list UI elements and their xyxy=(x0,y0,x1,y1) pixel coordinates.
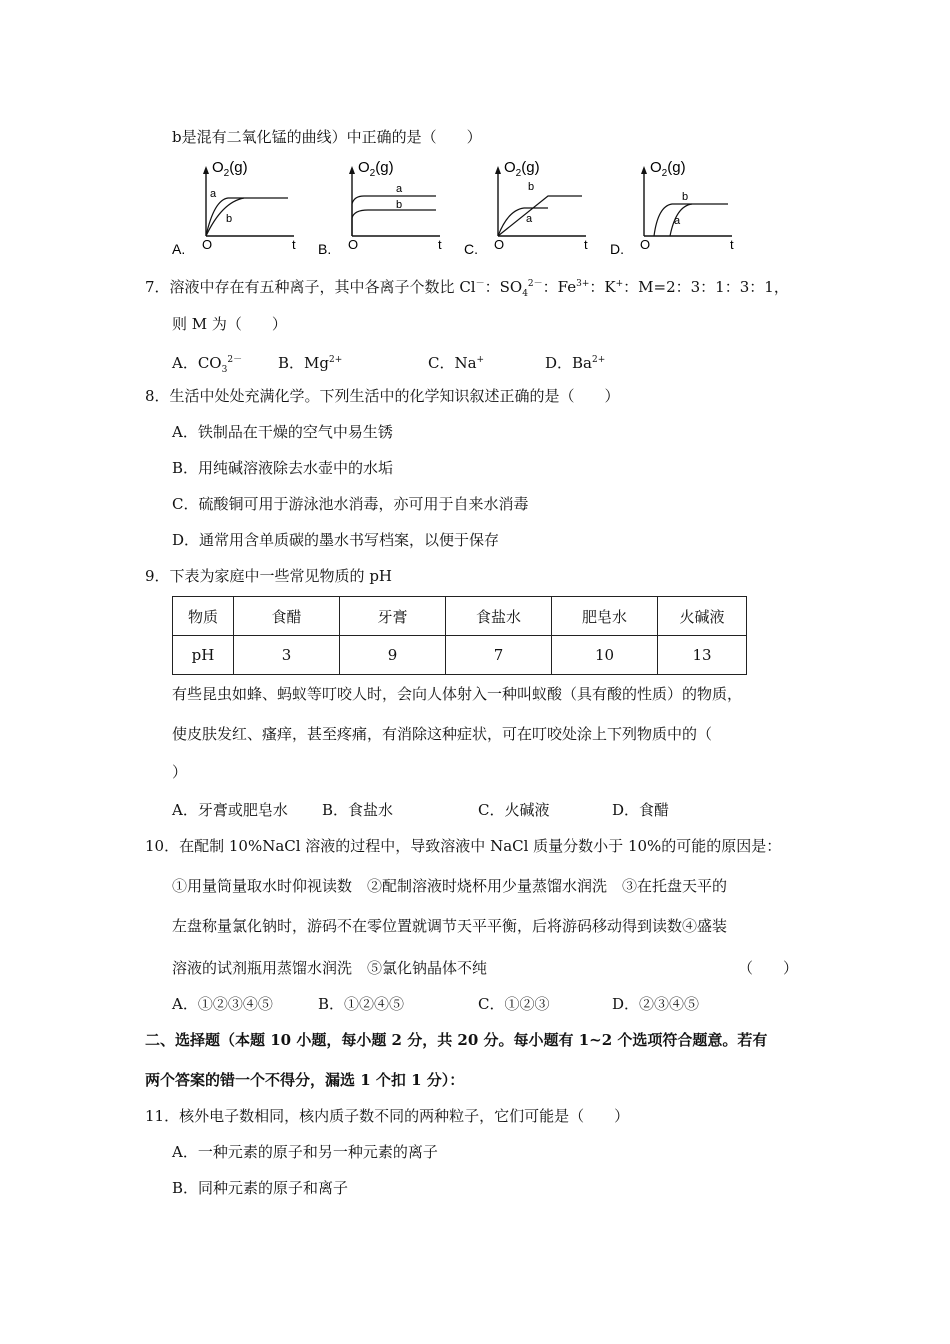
q6-graph-b xyxy=(318,150,458,258)
q7-option-d: D．$Ba^{2+}$ xyxy=(545,354,606,372)
q8-option-a: A．铁制品在干燥的空气中易生锈 xyxy=(172,423,393,441)
graph-option-label: A. xyxy=(172,241,186,257)
graph-c-svg xyxy=(464,150,604,258)
curve-a-label: a xyxy=(526,213,533,225)
q10-option-c: C．①②③ xyxy=(478,995,550,1013)
section-2-heading-2: 两个答案的错一个不得分，漏选 1 个扣 1 分）： xyxy=(145,1071,465,1089)
q8-option-d: D．通常用含单质碳的墨水书写档案，以便于保存 xyxy=(172,531,500,549)
q7-stem: 7．溶液中存在有五种离子，其中各离子个数比 Cl－：$SO_4^{2-}$：$Fe^{3+}$：K+：M=2：3：1：3：1， xyxy=(145,278,789,299)
graph-b-svg xyxy=(318,150,458,258)
axis-x-label: t xyxy=(438,237,442,252)
graph-a-svg xyxy=(172,150,312,258)
origin-label: O xyxy=(348,237,359,252)
q10-text-2: 左盘称量氯化钠时，游码不在零位置就调节天平平衡，后将游码移动得到读数④盛装 xyxy=(172,917,728,935)
q11-stem: 11．核外电子数相同，核内质子数不同的两种粒子，它们可能是（ ） xyxy=(145,1107,630,1125)
axis-y-label: $O_2(g)$ xyxy=(212,159,248,179)
q8-option-c: C．硫酸铜可用于游泳池水消毒，亦可用于自来水消毒 xyxy=(172,495,529,513)
origin-label: O xyxy=(202,237,213,252)
curve-b-label: b xyxy=(396,199,403,211)
table-cell: 火碱液 xyxy=(658,597,747,636)
q6-graph-c xyxy=(464,150,604,258)
axis-x-label: t xyxy=(292,237,296,252)
q9-text-1: 有些昆虫如蜂、蚂蚁等叮咬人时，会向人体射入一种叫蚁酸（具有酸的性质）的物质， xyxy=(172,685,743,703)
curve-b-label: b xyxy=(682,191,689,203)
table-cell: 物质 xyxy=(173,597,234,636)
curve-b xyxy=(352,210,436,236)
q10-option-d: D．②③④⑤ xyxy=(612,995,700,1013)
q7-option-c: C．Na+ xyxy=(428,354,485,372)
table-cell: 3 xyxy=(234,636,340,675)
origin-label: O xyxy=(494,237,505,252)
curve-a-label: a xyxy=(210,188,217,200)
curve-b-label: b xyxy=(528,181,535,193)
q7-option-a: A．$CO_3^{2-}$ xyxy=(172,354,243,375)
q9-option-a: A．牙膏或肥皂水 xyxy=(172,801,288,819)
axis-y-label: $O_2(g)$ xyxy=(650,159,686,179)
table-cell: 7 xyxy=(446,636,552,675)
axis-y-label: $O_2(g)$ xyxy=(358,159,394,179)
graph-option-label: D. xyxy=(610,241,624,257)
axis-y-label: $O_2(g)$ xyxy=(504,159,540,179)
axis-x-label: t xyxy=(730,237,734,252)
q6-stem-tail: b是混有二氧化锰的曲线）中正确的是（ ） xyxy=(172,128,482,146)
curve-a-label: a xyxy=(396,183,403,195)
q9-text-3: ） xyxy=(172,763,188,781)
table-row xyxy=(173,597,747,636)
y-arrow xyxy=(203,166,209,174)
q7-option-b: B．$Mg^{2+}$ xyxy=(278,354,343,372)
curve-b-label: b xyxy=(226,213,233,225)
table-cell: 13 xyxy=(658,636,747,675)
y-arrow xyxy=(641,166,647,174)
q10-stem: 10．在配制 10%NaCl 溶液的过程中，导致溶液中 NaCl 质量分数小于 10%的可能的原因是： xyxy=(145,837,782,855)
table-cell: 肥皂水 xyxy=(552,597,658,636)
q9-option-d: D．食醋 xyxy=(612,801,670,819)
curve-a-label: a xyxy=(674,215,681,227)
q9-text-2: 使皮肤发红、瘙痒，甚至疼痛，有消除这种症状，可在叮咬处涂上下列物质中的（ xyxy=(172,725,713,743)
table-cell: 10 xyxy=(552,636,658,675)
ph-table xyxy=(172,596,747,675)
q8-option-b: B．用纯碱溶液除去水壶中的水垢 xyxy=(172,459,394,477)
q7-stem-2: 则 M 为（ ） xyxy=(172,315,287,333)
q10-option-b: B．①②④⑤ xyxy=(318,995,405,1013)
q10-text-1: ①用量筒量取水时仰视读数 ②配制溶液时烧杯用少量蒸馏水润洗 ③在托盘天平的 xyxy=(172,877,728,895)
origin-label: O xyxy=(640,237,651,252)
curve-b xyxy=(654,204,728,236)
graph-option-label: B. xyxy=(318,241,332,257)
q9-option-b: B．食盐水 xyxy=(322,801,394,819)
q9-option-c: C．火碱液 xyxy=(478,801,550,819)
curve-b xyxy=(498,196,582,236)
graph-d-svg xyxy=(610,150,750,258)
q6-graph-a xyxy=(172,150,312,258)
table-cell: 食醋 xyxy=(234,597,340,636)
q11-option-a: A．一种元素的原子和另一种元素的离子 xyxy=(172,1143,438,1161)
q6-graph-d xyxy=(610,150,750,258)
graph-option-label: C. xyxy=(464,241,478,257)
y-arrow xyxy=(495,166,501,174)
table-cell: 牙膏 xyxy=(340,597,446,636)
q10-option-a: A．①②③④⑤ xyxy=(172,995,273,1013)
table-row xyxy=(173,636,747,675)
q10-bracket: （ ） xyxy=(738,959,799,977)
table-cell: 9 xyxy=(340,636,446,675)
curve-a xyxy=(352,196,436,236)
q10-text-3: 溶液的试剂瓶用蒸馏水润洗 ⑤氯化钠晶体不纯 xyxy=(172,959,488,977)
curve-a xyxy=(206,198,288,236)
table-cell: pH xyxy=(173,636,234,675)
q11-option-b: B．同种元素的原子和离子 xyxy=(172,1179,349,1197)
y-arrow xyxy=(349,166,355,174)
q9-stem: 9．下表为家庭中一些常见物质的 pH xyxy=(145,567,392,585)
axis-x-label: t xyxy=(584,237,588,252)
table-cell: 食盐水 xyxy=(446,597,552,636)
curve-a xyxy=(498,208,548,236)
q8-stem: 8．生活中处处充满化学。下列生活中的化学知识叙述正确的是（ ） xyxy=(145,387,620,405)
section-2-heading: 二、选择题（本题 10 小题，每小题 2 分，共 20 分。每小题有 1~2 个选项符合题意。若有 xyxy=(145,1031,768,1049)
